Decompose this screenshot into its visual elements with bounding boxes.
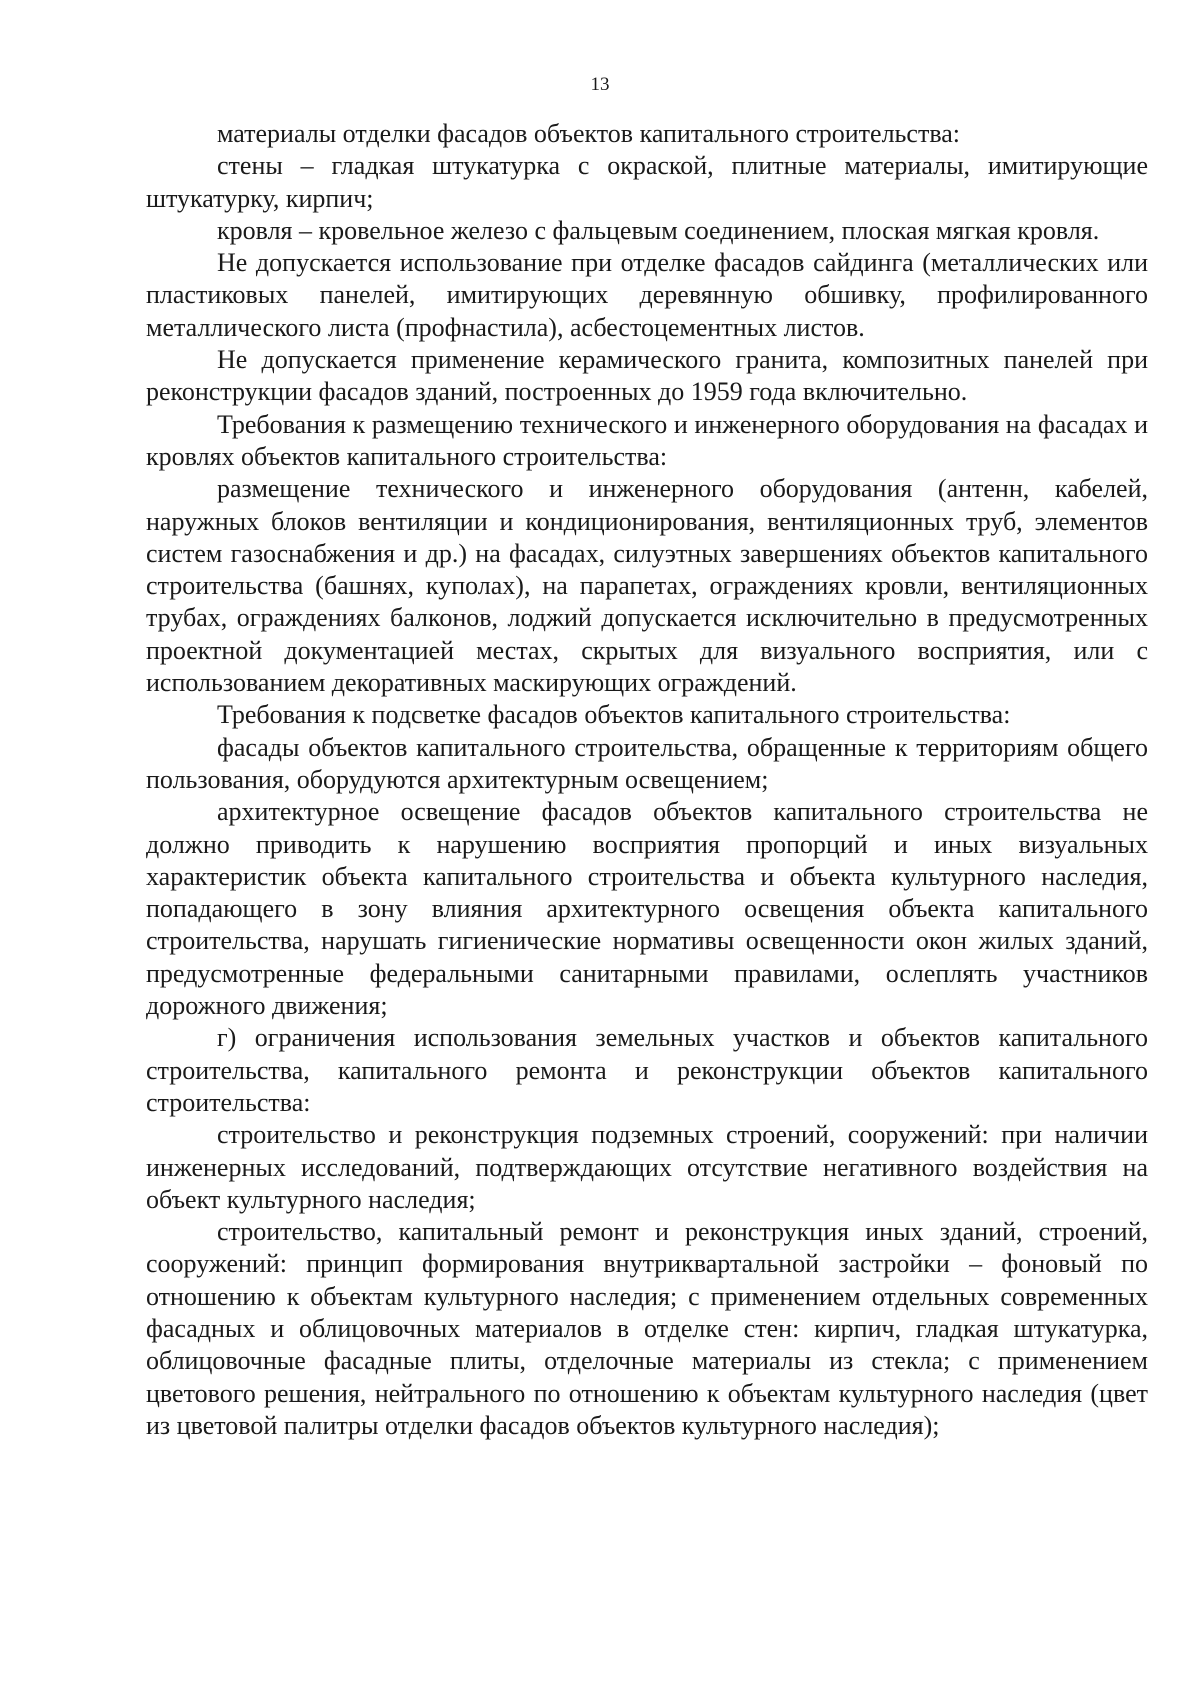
paragraph-architectural-lighting: фасады объектов капитального строительства, обращенные к территориям общего пользования, оборудуются архитектурным освещением; [146, 732, 1148, 794]
paragraph-equipment-placement: размещение технического и инженерного оборудования (антенн, кабелей, наружных блоков вентиляции и кондиционирования, вентиляционных труб, элементов систем газоснабжения и др.) на фасадах, силуэтных завершениях объектов капитального строительства (башнях, куполах), на парапетах, ограждениях кровли, вентиляционных трубах, ограждениях балконов, лоджий допускается исключительно в предусмотренных проектной документацией местах, скрытых для визуального восприятия, или с использованием декоративных маскирующих ограждений. [146, 474, 1148, 698]
paragraph-roof: кровля – кровельное железо с фальцевым соединением, плоская мягкая кровля. [217, 215, 1100, 245]
paragraph-other-buildings: строительство, капитальный ремонт и реконструкция иных зданий, строений, сооружений: принцип формирования внутриквартальной застройки – фоновый по отношению к объектам культурного наследия; с применением отдельных современных фасадных и облицовочных материалов в отделке стен: кирпич, гладкая штукатурка, облицовочные фасадные плиты, отделочные материалы из стекла; с применением цветового решения, нейтрального по отношению к объектам культурного наследия (цвет из цветовой палитры отделки фасадов объектов культурного наследия); [146, 1217, 1148, 1440]
document-body [146, 118, 1148, 1442]
paragraph-siding-prohibition: Не допускается использование при отделке фасадов сайдинга (металлических или пластиковых панелей, имитирующих деревянную обшивку, профилированного металлического листа (профнастила), асбестоцементных листов. [146, 248, 1148, 342]
paragraph-land-use-restrictions: г) ограничения использования земельных участков и объектов капитального строительства, капитального ремонта и реконструкции объектов капитального строительства: [146, 1023, 1148, 1117]
paragraph-lighting-requirements-heading: Требования к подсветке фасадов объектов капитального строительства: [217, 700, 1011, 730]
paragraph-walls: стены – гладкая штукатурка с окраской, плитные материалы, имитирующие штукатурку, кирпич; [146, 151, 1148, 213]
page-number: 13 [590, 74, 610, 95]
paragraph-lighting-restrictions: архитектурное освещение фасадов объектов капитального строительства не должно приводить к нарушению восприятия пропорций и иных визуальных характеристик объекта капитального строительства и объекта культурного наследия, попадающего в зону влияния архитектурного освещения объекта капитального строительства, нарушать гигиенические нормативы освещенности окон жилых зданий, предусмотренные федеральными санитарными правилами, ослеплять участников дорожного движения; [146, 797, 1148, 1021]
paragraph-granite-prohibition: Не допускается применение керамического гранита, композитных панелей при реконструкции фасадов зданий, построенных до 1959 года включительно. [146, 345, 1148, 407]
paragraph-facade-materials-intro: материалы отделки фасадов объектов капитального строительства: [217, 119, 961, 148]
paragraph-underground-construction: строительство и реконструкция подземных строений, сооружений: при наличии инженерных исследований, подтверждающих отсутствие негативного воздействия на объект культурного наследия; [146, 1120, 1148, 1214]
paragraph-equipment-requirements-heading: Требования к размещению технического и инженерного оборудования на фасадах и кровлях объектов капитального строительства: [146, 409, 1148, 471]
